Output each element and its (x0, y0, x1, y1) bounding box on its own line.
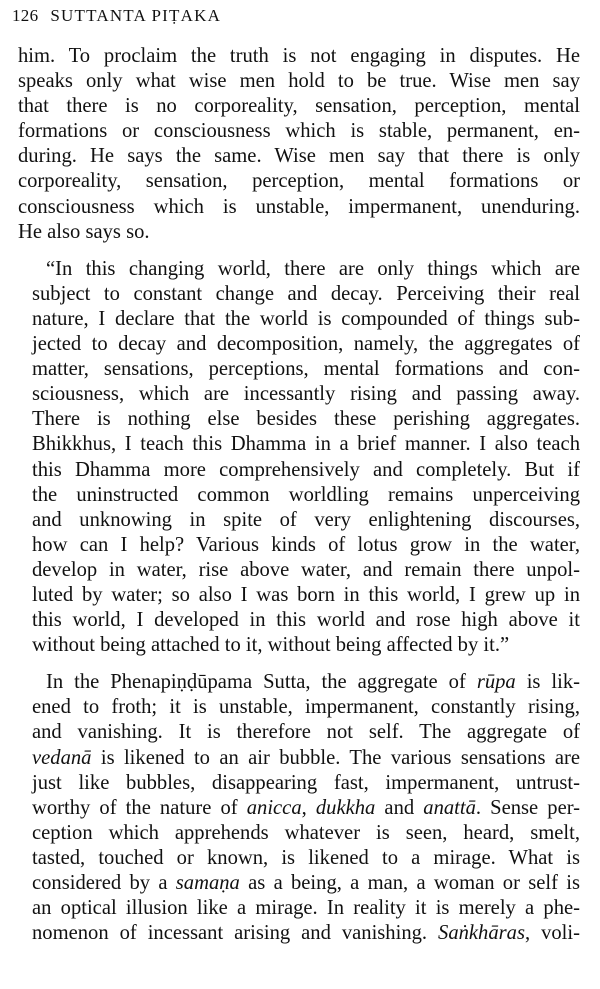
pali-term: anattā (423, 796, 476, 819)
text-line: an optical illusion like a mirage. In reality it is merely a phe- (32, 897, 580, 920)
text-line: matter, sensations, perceptions, mental formations and con- (32, 358, 580, 381)
text-fragment: . Sense per- (475, 796, 581, 819)
text-line: develop in water, rise above water, and remain there unpol- (32, 558, 580, 581)
text-line: consciousness which is unstable, impermanent, unenduring. (18, 195, 580, 218)
text-line (18, 670, 580, 695)
text-line: and vanishing. It is therefore not self. The aggregate of (32, 721, 580, 744)
text-line: nature, I declare that the world is compounded of things sub- (32, 307, 580, 330)
text-line (18, 921, 580, 946)
pali-term: anicca (246, 796, 302, 819)
text-line: He also says so. (18, 220, 150, 243)
text-line (18, 796, 580, 821)
text-line: this Dhamma more comprehensively and completely. But if (32, 458, 580, 481)
paragraph-1 (18, 44, 580, 245)
text-fragment: In the Phenapiṇḍūpama Sutta, the aggregate of (46, 671, 477, 694)
text-line: Bhikkhus, I teach this Dhamma in a brief manner. I also teach (32, 433, 580, 456)
text-fragment: considered by a (32, 872, 176, 894)
paragraph-3 (18, 670, 580, 946)
body-text (18, 44, 580, 946)
text-line: There is nothing else besides these perishing aggregates. (32, 408, 580, 431)
text-line: formations or consciousness which is stable, permanent, en- (18, 120, 580, 143)
text-line: ened to froth; it is unstable, impermanent, constantly rising, (32, 696, 580, 719)
pali-term: rūpa (476, 671, 516, 694)
text-fragment: , voli- (524, 922, 580, 945)
text-line: corporeality, sensation, perception, mental formations or (18, 170, 580, 193)
text-line: and unknowing in spite of very enlightening discourses, (32, 508, 580, 531)
text-fragment: as a being, a man, a woman or self is (239, 872, 580, 894)
pali-term: samaṇa (175, 872, 240, 894)
text-line: speaks only what wise men hold to be true. Wise men say (18, 70, 580, 93)
paragraph-2-quote (18, 257, 580, 659)
text-line: tasted, touched or known, is likened to a mirage. What is (32, 846, 580, 869)
page-number: 126 (12, 6, 39, 25)
text-line: just like bubbles, disappearing fast, impermanent, untrust- (32, 771, 580, 794)
pali-term: vedanā (32, 746, 92, 769)
text-fragment: is lik- (515, 671, 581, 694)
text-line: jected to decay and decomposition, namely, the aggregates of (32, 333, 580, 356)
text-line (18, 871, 580, 896)
text-fragment: nomenon of incessant arising and vanishing. (32, 922, 439, 945)
text-fragment: , (301, 796, 316, 819)
pali-term: Saṅkhāras (438, 922, 525, 945)
book-title: SUTTANTA PIṬAKA (50, 6, 222, 25)
text-line: that there is no corporeality, sensation, perception, mental (18, 95, 580, 118)
text-line: without being attached to it, without being affected by it.” (32, 634, 510, 657)
running-head (12, 6, 221, 26)
text-line: subject to constant change and decay. Perceiving their real (32, 282, 580, 305)
pali-term: dukkha (315, 796, 376, 819)
text-line: him. To proclaim the truth is not engaging in disputes. He (18, 45, 580, 67)
text-line: how can I help? Various kinds of lotus grow in the water, (32, 533, 580, 556)
text-line: the uninstructed common worldling remains unperceiving (32, 483, 580, 506)
text-fragment: is likened to an air bubble. The various sensations are (91, 746, 580, 769)
text-line: “In this changing world, there are only things which are (46, 257, 580, 280)
text-line: sciousness, which are incessantly rising and passing away. (32, 383, 580, 406)
text-fragment: worthy of the nature of (32, 796, 247, 819)
text-fragment: and (375, 796, 424, 819)
text-line (18, 746, 580, 771)
text-line: ception which apprehends whatever is seen, heard, smelt, (32, 821, 580, 844)
text-line: this world, I developed in this world and rose high above it (32, 609, 580, 632)
text-line: luted by water; so also I was born in this world, I grew up in (32, 583, 580, 606)
text-line: during. He says the same. Wise men say that there is only (18, 145, 580, 168)
